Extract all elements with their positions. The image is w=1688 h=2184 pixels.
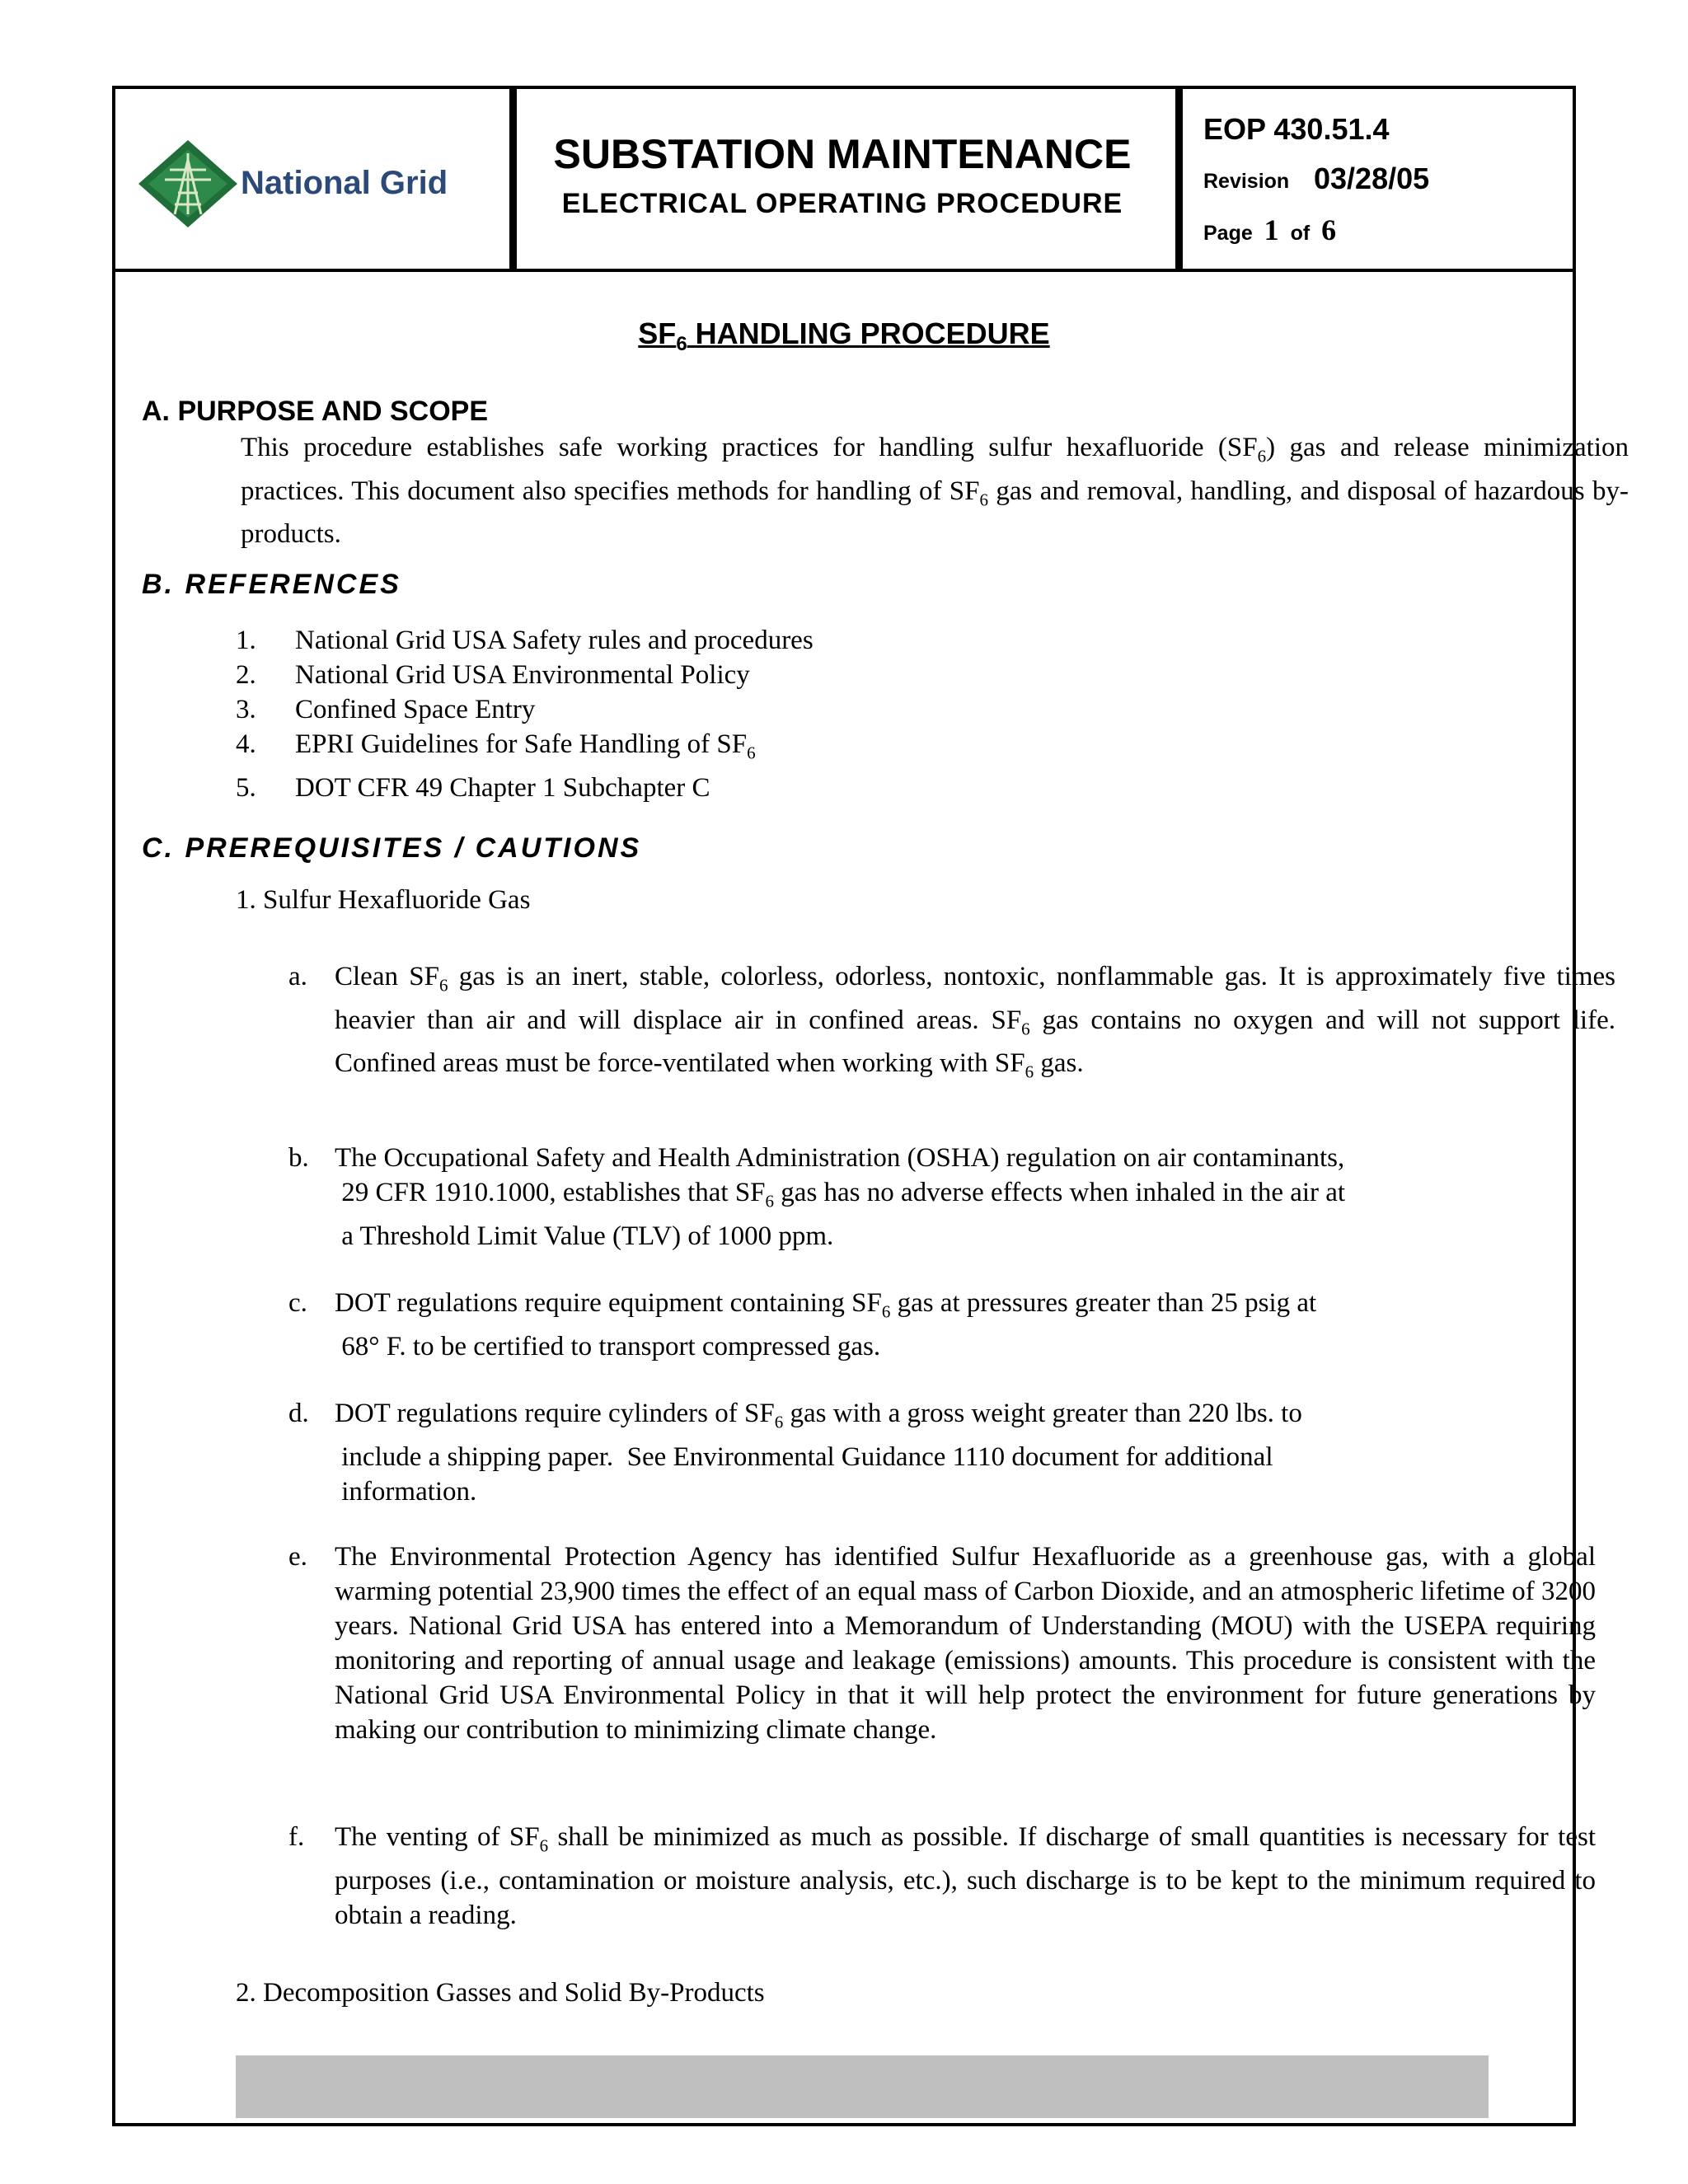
list-item: 5. DOT CFR 49 Chapter 1 Subchapter C <box>236 772 710 803</box>
page-indicator <box>1203 213 1336 247</box>
logo-area <box>115 89 509 269</box>
caution-item-e: e. The Environmental Protection Agency has identified Sulfur Hexafluoride as a greenhouse gas, with a global warming potential 23,900 times the effect of an equal mass of Carbon Dioxide, and an atmospheric lifetime of 3200 years. National Grid USA has entered into a Memorandum of Understanding (MOU) with the USEPA requiring monitoring and reporting of annual usage and leakage (emissions) amounts. This procedure is consistent with the National Grid USA Environmental Policy in that it will help protect the environment for future generations by making our contribution to minimizing climate change. <box>288 1542 1596 1745</box>
gray-bar <box>236 2055 1489 2118</box>
page-of: of <box>1290 222 1311 245</box>
header-title-main: SUBSTATION MAINTENANCE <box>553 131 1132 177</box>
header-reference-area <box>1185 89 1573 269</box>
page-number: 1 <box>1264 213 1279 246</box>
revision-value: 03/28/05 <box>1314 162 1430 195</box>
list-item: 3. Confined Space Entry <box>236 695 536 724</box>
section-a-heading: A. PURPOSE AND SCOPE <box>142 396 489 427</box>
caution-item-d: d. DOT regulations require cylinders of $SF_6$ gas with a gross weight greater than 220 lbs. to include a shipping paper. See Environmental Guidance 1110 document for additional information. <box>288 1399 1302 1507</box>
list-item: 2. National Grid USA Environmental Policy <box>236 660 750 690</box>
national-grid-logo-icon <box>137 138 239 229</box>
eop-number: EOP 430.51.4 <box>1203 112 1390 146</box>
list-item: 1. National Grid USA Safety rules and procedures <box>236 626 814 655</box>
document-header <box>115 89 1573 272</box>
header-title-sub: ELECTRICAL OPERATING PROCEDURE <box>561 188 1123 219</box>
page-frame <box>112 86 1629 2126</box>
reference-list <box>236 623 814 805</box>
section-a-paragraph: This procedure establishes safe working practices for handling sulfur hexafluoride $(SF_6)$ gas and release minimization practices. This document also specifies methods for handling of $SF_6$ gas and removal, handling, and disposal of hazardous by-products. <box>241 433 1629 550</box>
section-c-heading: C. PREREQUISITES / CAUTIONS <box>142 832 642 864</box>
page-total: 6 <box>1321 213 1337 246</box>
page-label: Page <box>1203 222 1253 245</box>
header-divider-right <box>1175 89 1183 269</box>
document-title: $SF_6$ HANDLING PROCEDURE <box>638 316 1050 356</box>
caution-item-f: f. The venting of $SF_6$ shall be minimized as much as possible. If discharge of small quantities is necessary for test purposes (i.e., contamination or moisture analysis, etc.), such discharge is to be kept to the minimum required to obtain a reading. <box>288 1822 1596 1930</box>
logo-wordmark: National Grid <box>241 165 448 201</box>
subsection-2-heading: 2. Decomposition Gasses and Solid By-Products <box>236 1978 765 2008</box>
section-b-heading: B. REFERENCES <box>142 569 401 600</box>
header-title-area <box>509 89 1175 269</box>
caution-item-b: b. The Occupational Safety and Health Administration (OSHA) regulation on air contaminants, 29 CFR 1910.1000, establishes that $SF_6$ gas has no adverse effects when inhaled in the air at a Threshold Limit Value (TLV) of 1000 ppm. <box>288 1143 1346 1251</box>
revision-label: Revision <box>1203 170 1290 193</box>
caution-item-a: a. Clean $SF_6$ gas is an inert, stable, colorless, odorless, nontoxic, nonflammable gas. It is approximately five times heavier than air and will displace air in confined areas. $SF_6$ gas contains no oxygen and will not support life. Confined areas must be force-ventilated when working with $SF_6$ gas. <box>288 962 1615 1082</box>
list-item: 4. EPRI Guidelines for Safe Handling of $SF_6$ <box>236 729 756 763</box>
subsection-1-heading: 1. Sulfur Hexafluoride Gas <box>236 885 531 915</box>
caution-item-c: c. DOT regulations require equipment containing $SF_6$ gas at pressures greater than 25 psig at 68° F. to be certified to transport compressed gas. <box>288 1288 1317 1361</box>
